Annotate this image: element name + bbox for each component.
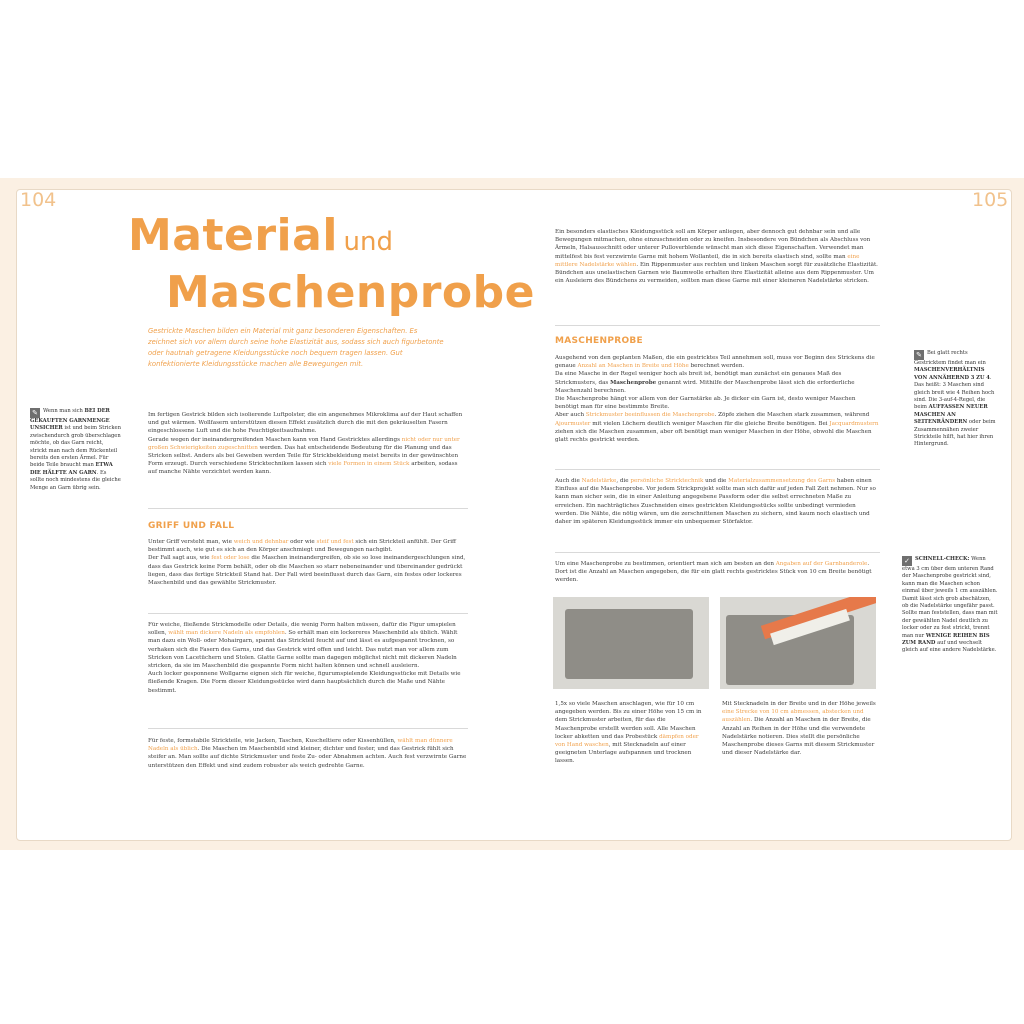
right-column-nadelstaerke — [555, 477, 880, 526]
text: 1,5x so viele Maschen anschlagen, wie für 10 cm angegeben werden. Bis zu einer Höhe von 15 cm in dem Strickmuster arbeiten, für das die Maschenprobe erstellt werden soll. Alle Maschen locker abketten und das Probestück — [555, 701, 702, 740]
highlight: persönliche Stricktechnik — [630, 478, 704, 484]
text: . So erhält man ein lockereres Maschenbild als üblich. Wählt man dazu ein Woll- oder Mohairgarn, spannt das Strickteil feucht auf und lässt es aufgespannt trocknen, so verhaken sich die Fasern des Garns, und das Gestrick wird offen und leicht. Das nutzt man vor allem zum Stricken von Lacetüchern und Stolen. Glatte Garne sollte man dagegen möglichst nicht mit dickeren Nadeln stricken, da sie im Maschenbild die gespannte Form nicht halten können und schnell ausleiern. — [148, 630, 458, 670]
text: Für feste, formstabile Strickteile, wie Jacken, Taschen, Kuscheltiere oder Kissenhüllen, — [148, 738, 398, 744]
tip-icon: ✎ — [30, 408, 40, 418]
left-column-weich — [148, 621, 468, 695]
left-paragraph-1: Im fertigen Gestrick bilden sich isolierende Luftpolster, die ein angenehmes Mikroklima auf der Haut schaffen und gut wärmen. Wollfasern unterstützen diesen Effekt zusätzlich durch die mit den gekräuselten Fasern eingeschlossene Luft und die hohe Feuchtigkeitsaufnahme. — [148, 412, 463, 435]
right-column-maschenprobe — [555, 354, 880, 444]
right-paragraph-2 — [555, 354, 880, 370]
title-material: Material — [128, 210, 338, 261]
text: Der Fall sagt aus, wie — [148, 555, 212, 562]
tip-icon: ✎ — [914, 350, 924, 360]
highlight: Materialzusammensetzung des Garns — [728, 478, 836, 484]
text: Ein besonders elastisches Kleidungsstück soll am Körper anliegen, aber dennoch gut dehnbar sein und alle Bewegungen mitmachen, ohne einzuschneiden oder zu kneifen. Insbesondere von Bündchen als Abschluss von Ärmeln, Halsausschnitt oder unterer Pulloverblende wünscht man sich diese Eigenschaften. Verwendet man mittelfest bis fest verzwirnte Garne mit hohem Wollanteil, die in sich bereits elastisch sind, sollte man — [555, 229, 871, 260]
highlight: eine Strecke von 10 cm abmessen, abstecken und auszählen — [722, 709, 864, 724]
highlight: weich und dehnbar — [233, 539, 289, 545]
knitted-swatch — [565, 609, 693, 679]
text: Um eine Maschenprobe zu bestimmen, orientiert man sich am besten an den — [555, 561, 776, 567]
left-tip-text-3: . Es sollte noch mindestens die gleiche Menge an Garn übrig sein. — [30, 469, 121, 491]
schnell-check-heading: SCHNELL-CHECK: — [915, 556, 970, 562]
intro-text: Gestrickte Maschen bilden ein Material mit ganz besonderen Eigenschaften. Es zeichnet sich vor allem durch seine hohe Elastizität aus, sodass sich auch figurbetonte oder hautnah getragene Kleidungsstücke noch bequem tragen lassen. Gut konfektionierte Kleidungsstücke machen alle Bewegungen mit. — [148, 327, 444, 368]
left-tip-bold-2: ETWA DIE HÄLFTE AN GARN — [30, 462, 113, 476]
right-page-number: 105 — [972, 189, 1009, 211]
heading-maschenprobe: MASCHENPROBE — [555, 336, 644, 346]
text: Auch die — [555, 478, 582, 484]
highlight: Nadelstärke — [581, 478, 617, 484]
check-icon: ✓ — [902, 556, 912, 566]
right-tip-1 — [914, 350, 998, 449]
text: genannt wird. Mithilfe der Maschenprobe lässt sich die erforderliche Maschenzahl berechnen. — [555, 379, 855, 394]
text: werden. Das hat entscheidende Bedeutung für die Planung und das Stricken selbst. Anders als bei Geweben werden Teile für Strickbekleidung meist bereits in der gewünschten Form erzeugt. Durch verschiedene Stricktechniken lassen sich — [148, 444, 459, 468]
divider — [555, 552, 880, 553]
left-paragraph-7 — [148, 737, 468, 770]
photo-caption-2 — [722, 700, 877, 757]
photo-caption-1 — [555, 700, 707, 766]
text: arbeiten, sodass auf manche Nähte verzichtet werden kann. — [148, 461, 458, 476]
text: , mit Stecknadeln auf einer geeigneten Unterlage aufspannen und trocknen lassen. — [555, 742, 692, 765]
text: Gerade wegen der ineinandergreifenden Maschen kann von Hand Gestricktes allerdings — [148, 436, 402, 443]
swatch-photo-1 — [553, 597, 709, 689]
highlight: Strickmuster beeinflussen die Maschenprobe — [585, 412, 715, 419]
text: Ausgehend von den geplanten Maßen, die ein gestricktes Teil annehmen soll, muss vor Beginn des Strickens die genaue — [555, 355, 875, 370]
highlight: Anzahl an Maschen in Breite und Höhe — [577, 363, 689, 370]
text: die Maschen ineinandergreifen, ob sie so lose ineinandergeschlungen sind, dass das Gestrick keine Form behält, oder ob die Maschen so starr nebeneinander und übereinander gedrückt liegen, dass das fertige Strickteil Stand hat. Der Fall wird beeinflusst durch das Garn, ein festes oder lockeres Maschenbild und das gewählte Strickmuster. — [148, 555, 466, 587]
right-tip-2 — [902, 556, 998, 655]
bold: Maschenprobe — [610, 379, 657, 386]
text: sich ein Strickteil anfühlt. Der Griff bestimmt auch, wie gut es sich an den Körper anschmiegt und Bewegungen nachgibt. — [148, 539, 457, 554]
page-title — [128, 212, 535, 326]
left-tip — [30, 408, 122, 492]
left-paragraph-5 — [148, 621, 468, 670]
highlight: nicht oder nur unter großen Schwierigkeiten zugeschnitten — [148, 436, 460, 451]
highlight: fest oder lose — [211, 555, 250, 562]
left-paragraph-4 — [148, 554, 468, 587]
heading-griff-und-fall: GRIFF UND FALL — [148, 521, 235, 531]
title-maschenprobe: Maschenprobe — [166, 267, 535, 318]
divider — [555, 469, 880, 470]
caption-1-text — [555, 700, 707, 766]
text: . Die Anzahl an Maschen in der Breite, die Anzahl an Reihen in der Höhe und die verwendete Nadelstärke notieren. Dies stellt die persönliche Maschenprobe dieses Garns mit diesem Strickmuster und dieser Nadelstärke dar. — [722, 717, 875, 757]
right-tip-1-bold-1: MASCHENVERHÄLTNIS VON ANNÄHERND 3 ZU 4 — [914, 367, 990, 381]
text: . Zöpfe ziehen die Maschen stark zusammen, während — [714, 412, 870, 419]
divider — [555, 325, 880, 326]
divider — [148, 613, 468, 614]
left-column-griff — [148, 538, 468, 587]
left-tip-text-1: Wenn man sich — [43, 408, 85, 414]
right-tip-1-text-1: Bei glatt rechts Gestricktem findet man ein — [914, 350, 986, 366]
left-paragraph-6: Auch locker gesponnene Wollgarne eignen sich für weiche, figurumspielende Kleidungsstücke mit Details wie fließende Kragen. Die Form dieser Kleidungsstücke wird dann hauptsächlich durch die Maße und Nähte bestimmt. — [148, 671, 461, 694]
highlight: viele Formen in einem Stück — [328, 461, 410, 468]
text: haben einen Einfluss auf die Maschenprobe. Vor jedem Strickprojekt sollte man sich dafür auf jeden Fall Zeit nehmen. Nur so kann man sicher sein, die in einer Anleitung angegebene Passform oder die selbst errechneten Maße zu erreichen. Ein nachträgliches Zuschneiden eines gestrickten Kleidungsstücks sollte unbedingt vermieden werden. Die Nähte, die nötig wären, um die zerschnittenen Maschen zu sichern, sind kaum noch elastisch und daher im späteren Kleidungsstück immer ein unbequemer Störfaktor. — [555, 478, 876, 526]
highlight: wählt man dickere Nadeln als empfohlen — [168, 630, 285, 637]
text: Unter Griff versteht man, wie — [148, 539, 234, 545]
divider — [148, 728, 468, 729]
right-tip-2-text-1: Wenn etwa 3 cm über dem unteren Rand der Maschenprobe gestrickt sind, kann man die Maschen schon einmal über jeweils 1 cm auszählen. Damit lässt sich grob abschätzen, ob die Nadelstärke ungefähr passt. Sollte man feststellen, dass man mit der gewählten Nadel deutlich zu locker oder zu fest strickt, trennt man nur — [902, 556, 998, 639]
text: Mit Stecknadeln in der Breite und in der Höhe jeweils — [722, 701, 876, 707]
divider — [148, 508, 468, 509]
highlight: Jacquardmustern — [829, 420, 879, 427]
left-paragraph-3 — [148, 538, 468, 554]
text: und die — [703, 478, 729, 484]
highlight: steif und fest — [316, 539, 354, 545]
right-tip-1-text-2: . Das heißt: 3 Maschen sind gleich breit wie 4 Reihen hoch sind. Die 3-auf-4-Regel, die beim — [914, 374, 995, 411]
text: ziehen sich die Maschen zusammen, aber oft benötigt man weniger Maschen in der Höhe, obwohl die Maschen glatt rechts gestrickt werden. — [555, 428, 872, 444]
highlight: eine mittlere Nadelstärke wählen — [555, 253, 860, 268]
left-page-number: 104 — [20, 189, 57, 211]
swatch-photo-2 — [720, 597, 876, 689]
right-tip-1-bold-2: AUFFASSEN NEUER MASCHEN AN SEITENRÄNDERN — [914, 404, 988, 426]
text: berechnet werden. — [688, 363, 745, 370]
right-paragraph-6 — [555, 477, 880, 526]
text: Da eine Masche in der Regel weniger hoch als breit ist, benötigt man zunächst ein genaues Maß des Strickmusters, das — [555, 371, 842, 386]
right-tip-2-bold: WENIGE REIHEN BIS ZUM RAND — [902, 632, 990, 647]
right-column-top — [555, 228, 880, 285]
text: Für weiche, fließende Strickmodelle oder Details, die wenig Form halten müssen, dafür die Figur umspielen sollen, — [148, 622, 456, 637]
highlight: wählt man dünnere Nadeln als üblich — [148, 738, 453, 753]
left-column — [148, 411, 468, 477]
right-paragraph-3 — [555, 370, 880, 395]
text: . Dort ist die Anzahl an Maschen angegeben, die für ein glatt rechts gestricktes Stück von 10 cm Breite benötigt werden. — [555, 561, 872, 584]
highlight: Angaben auf der Garnbanderole — [775, 561, 868, 567]
text: , die — [616, 478, 631, 484]
left-tip-text-2: ist und beim Stricken zwischendurch grob überschlagen möchte, ob das Garn reicht, strickt man nach dem Rückenteil bereits den ersten Ärmel. Für beide Teile braucht man — [30, 425, 121, 469]
text: Aber auch — [555, 412, 586, 419]
right-tip-2-text-2: auf und wechselt gleich auf eine andere Nadelstärke. — [902, 640, 997, 654]
right-paragraph-4: Die Maschenprobe hängt vor allem von der Garnstärke ab. Je dicker ein Garn ist, desto weniger Maschen benötigt man für eine bestimmte Breite. — [555, 396, 856, 411]
text: . Ein Rippenmuster aus rechten und linken Maschen sorgt für zusätzliche Elastizität. Bündchen aus unelastischen Garnen wie Baumwolle erhalten ihre Elastizität alleine aus dem Rippenmuster. Um ein Ausleiern des Bündchens zu vermeiden, sollten man diese Garne mit einer kleineren Nadelstärke stricken. — [555, 261, 878, 285]
right-paragraph-5 — [555, 411, 880, 444]
highlight: Ajourmuster — [555, 420, 591, 427]
left-paragraph-2 — [148, 436, 468, 477]
title-und: und — [343, 227, 393, 257]
left-column-fest — [148, 737, 468, 770]
text: . Die Maschen im Maschenbild sind kleiner, dichter und fester, und das Gestrick fühlt sich steifer an. Man sollte auf dichte Strickmuster und feste Zu- oder Abnahmen achten. Auch fest verzwirnte Garne unterstützen den Effekt und sind zudem robuster als weich gedrehte Garne. — [148, 746, 467, 769]
text: mit vielen Löchern deutlich weniger Maschen für die gleiche Breite benötigen. Bei — [590, 420, 830, 427]
left-tip-bold-1: BEI DER GEKAUFTEN GARNMENGE UNSICHER — [30, 408, 110, 432]
right-paragraph-1 — [555, 228, 880, 285]
right-tip-1-text-3: oder beim Zusammennähen zweier Strickteile hilft, hat hier ihren Hintergrund. — [914, 419, 996, 448]
caption-2-text — [722, 700, 877, 757]
right-column-banderole — [555, 560, 880, 585]
text: oder wie — [288, 539, 317, 545]
highlight: dämpfen oder von Hand waschen — [555, 733, 699, 749]
right-paragraph-7 — [555, 560, 880, 585]
